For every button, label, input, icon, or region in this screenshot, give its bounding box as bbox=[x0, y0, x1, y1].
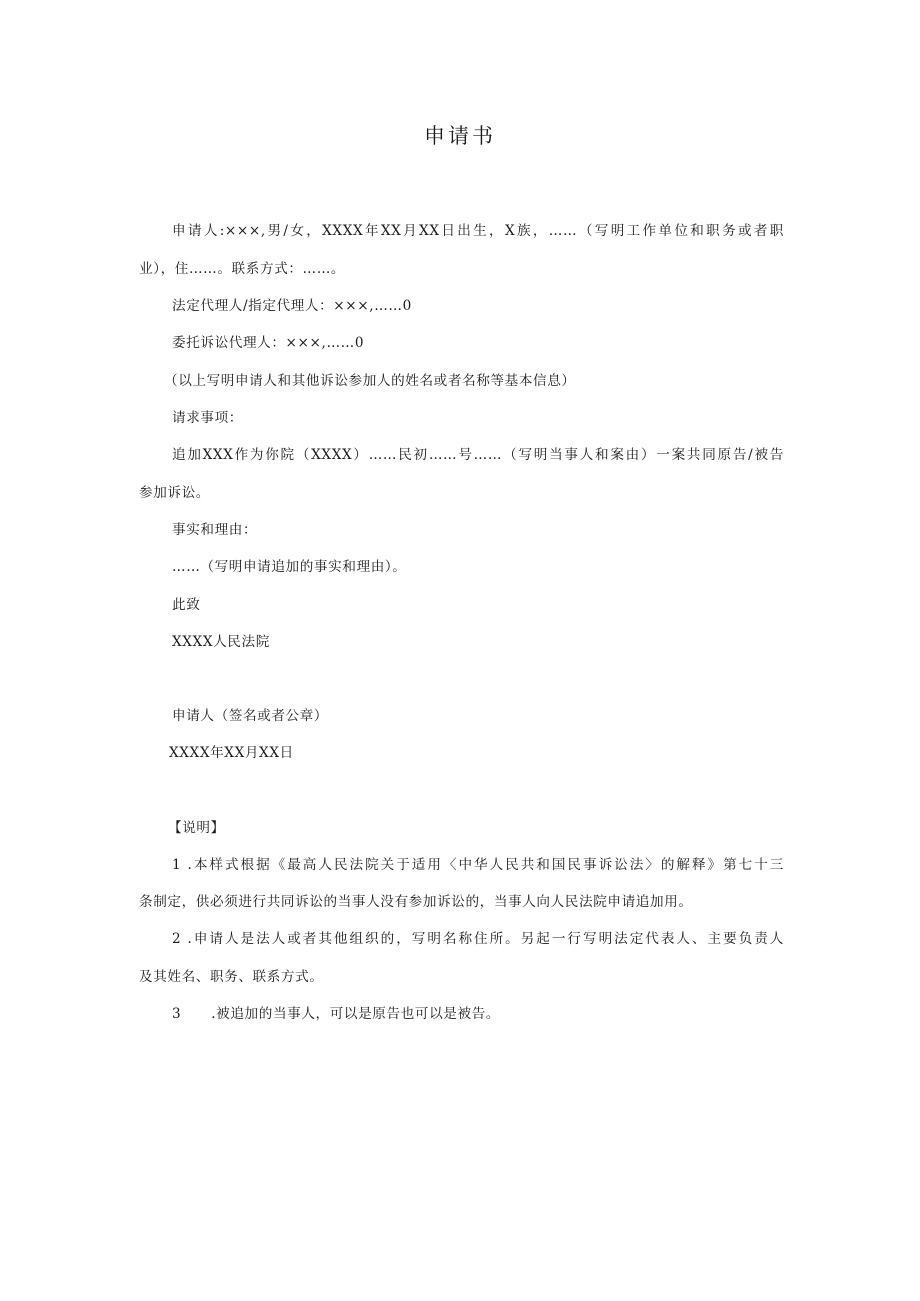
entrusted-agent-line: 委托诉讼代理人：×××,……0 bbox=[172, 335, 365, 351]
notes-heading: 【说明】 bbox=[168, 820, 225, 836]
note-item-3-text: .被追加的当事人，可以是原告也可以是被告。 bbox=[211, 1006, 501, 1022]
note-item-2-line-2: 及其姓名、职务、联系方式。 bbox=[139, 969, 324, 985]
page-title: 申请书 bbox=[424, 124, 496, 148]
claims-line-2: 参加诉讼。 bbox=[139, 485, 210, 501]
note-item-1-line-1: 1 .本样式根据《最高人民法院关于适用〈中华人民共和国民事诉讼法〉的解释》第七十三 bbox=[172, 857, 784, 873]
salutation: 此致 bbox=[172, 597, 201, 613]
note-item-3 bbox=[172, 1005, 816, 1023]
claims-heading: 请求事项： bbox=[172, 410, 243, 426]
claims-line-1: 追加XXX作为你院（XXXX）……民初……号……（写明当事人和案由）一案共同原告/被告 bbox=[172, 447, 784, 463]
note-item-3-number: 3 bbox=[172, 1006, 182, 1022]
note-item-1-line-2: 条制定，供必须进行共同诉讼的当事人没有参加诉讼的，当事人向人民法院申请追加用。 bbox=[139, 894, 693, 910]
parties-note: （以上写明申请人和其他诉讼参加人的姓名或者名称等基本信息） bbox=[164, 373, 576, 389]
court-name: XXXX人民法院 bbox=[172, 634, 270, 650]
note-item-2-line-1: 2 .申请人是法人或者其他组织的，写明名称住所。另起一行写明法定代表人、主要负责人 bbox=[172, 931, 784, 947]
facts-heading: 事实和理由： bbox=[172, 522, 258, 538]
signature-line: 申请人（签名或者公章） bbox=[172, 708, 329, 724]
applicant-info-line-2: 业），住……。联系方式：……。 bbox=[139, 261, 346, 277]
facts-body: ……（写明申请追加的事实和理由）。 bbox=[172, 559, 407, 575]
legal-agent-line: 法定代理人/指定代理人：×××,……0 bbox=[172, 298, 412, 314]
applicant-info-line-1: 申请人:×××,男/女，XXXX年XX月XX日出生，X族，……（写明工作单位和职务或者职 bbox=[172, 223, 784, 239]
date-line: XXXX年XX月XX日 bbox=[169, 745, 294, 761]
